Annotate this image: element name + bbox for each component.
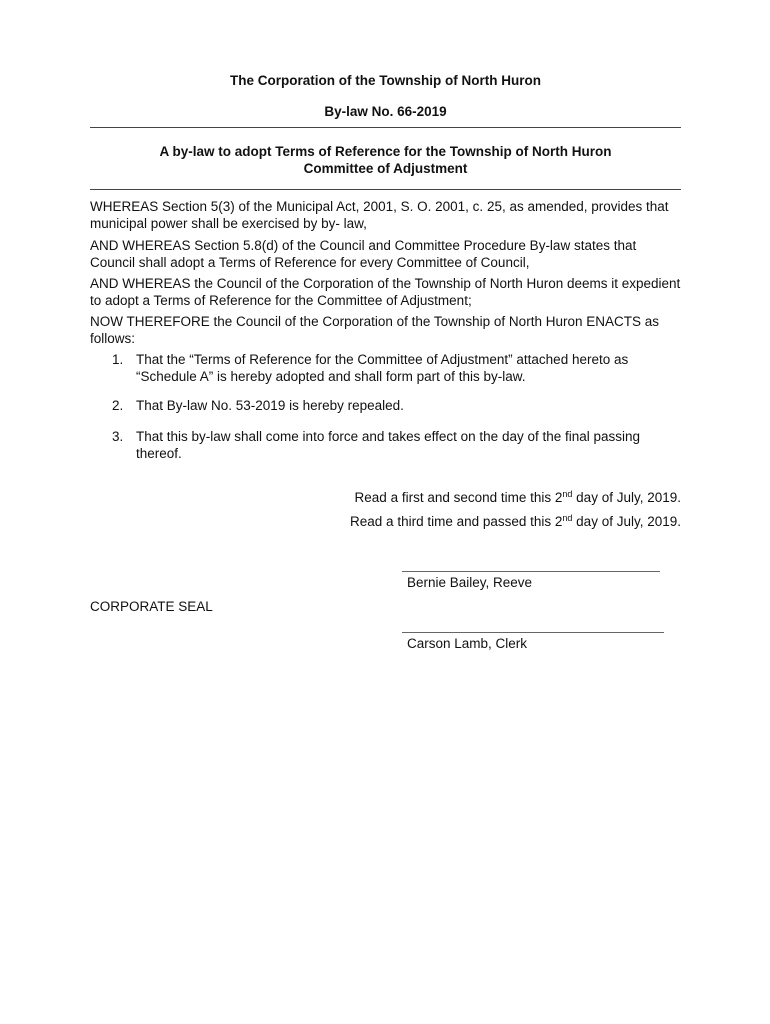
recital-and-whereas-procedure: AND WHEREAS Section 5.8(d) of the Council and Committee Procedure By-law states that Council shall adopt a Terms of Reference for every Committee of Council, (90, 238, 637, 270)
clause-text: That this by-law shall come into force and takes effect on the day of the final passing thereof. (136, 429, 641, 461)
clerk-signature-line (402, 632, 664, 633)
subject-divider (90, 189, 681, 190)
clerk-signature-name: Carson Lamb, Clerk (407, 636, 528, 651)
enacting-clause: NOW THEREFORE the Council of the Corporation of the Township of North Huron ENACTS as follows: (90, 314, 659, 346)
clause-text: That By-law No. 53-2019 is hereby repealed. (136, 398, 404, 413)
recital-and-whereas-expedient: AND WHEREAS the Council of the Corporation of the Township of North Huron deems it expedient to adopt a Terms of Reference for the Committee of Adjustment; (90, 276, 681, 308)
bylaw-subject-line2: Committee of Adjustment (303, 161, 468, 176)
clause-text: That the “Terms of Reference for the Committee of Adjustment” attached hereto as “Schedule A” is hereby adopted and shall form part of this by-law. (136, 352, 629, 384)
recital-whereas: WHEREAS Section 5(3) of the Municipal Act, 2001, S. O. 2001, c. 25, as amended, provides that municipal power shall be exercised by by- law, (90, 199, 669, 231)
corporation-title: The Corporation of the Township of North Huron (230, 73, 541, 88)
bylaw-subject (90, 143, 681, 177)
bylaw-subject-line1: A by-law to adopt Terms of Reference for the Township of North Huron (159, 144, 612, 159)
reeve-signature-name: Bernie Bailey, Reeve (407, 575, 533, 590)
clause-number: 1. (112, 352, 124, 367)
third-reading: Read a third time and passed this 2nd day of July, 2019. (350, 513, 681, 529)
clause-3 (112, 428, 681, 462)
clause-number: 3. (112, 429, 124, 444)
clause-1 (112, 351, 681, 385)
corporate-seal-label: CORPORATE SEAL (90, 599, 213, 614)
clause-number: 2. (112, 398, 124, 413)
first-second-reading: Read a first and second time this 2nd day of July, 2019. (354, 489, 681, 505)
bylaw-number: By-law No. 66-2019 (324, 104, 447, 119)
clause-2 (112, 397, 681, 414)
reeve-signature-line (402, 571, 660, 572)
top-divider (90, 127, 681, 128)
